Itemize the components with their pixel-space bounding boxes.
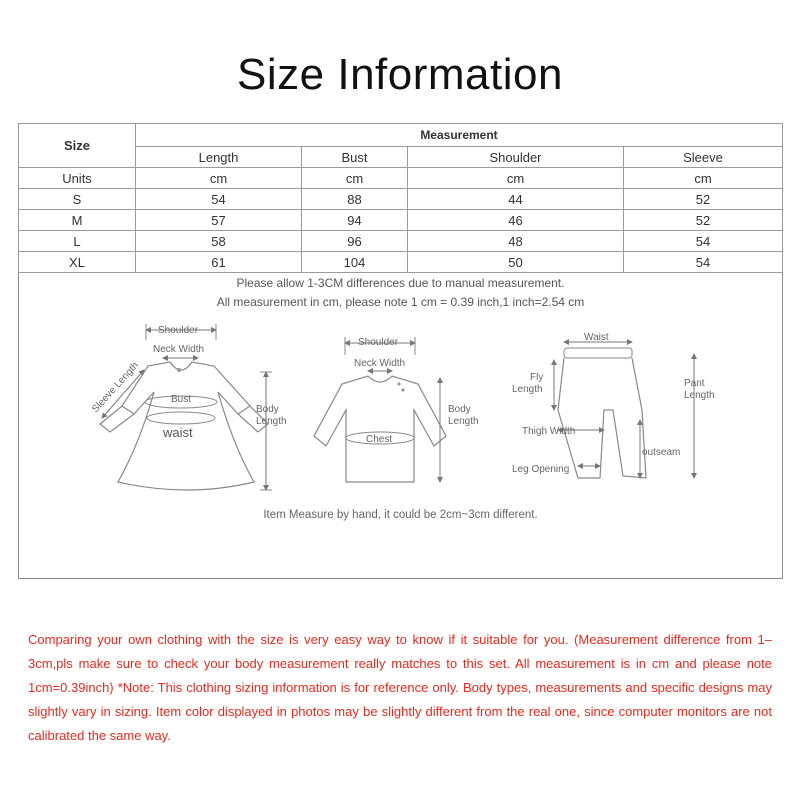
units-cell: cm <box>408 168 624 189</box>
size-label: S <box>19 189 136 210</box>
column-header-bust: Bust <box>302 147 408 168</box>
units-cell: cm <box>624 168 783 189</box>
pants-thigh-width-label: Thigh Width <box>522 426 576 437</box>
top-illustration <box>314 337 479 482</box>
table-cell: 50 <box>408 252 624 273</box>
size-label: M <box>19 210 136 231</box>
top-shoulder-label: Shoulder <box>358 337 399 348</box>
dress-body-length-label-2: Length <box>256 416 287 427</box>
table-cell: 88 <box>302 189 408 210</box>
table-cell: 94 <box>302 210 408 231</box>
units-row <box>19 168 783 189</box>
table-cell: 54 <box>624 252 783 273</box>
size-header: Size <box>19 124 136 168</box>
measurement-header: Measurement <box>136 124 783 147</box>
pants-outseam-label: outseam <box>642 447 681 458</box>
dress-body-length-label: Body <box>256 404 279 415</box>
table-cell: 52 <box>624 210 783 231</box>
measurement-diagram <box>18 310 783 505</box>
table-cell: 96 <box>302 231 408 252</box>
page-title: Size Information <box>237 50 563 99</box>
size-label: L <box>19 231 136 252</box>
dress-sleeve-length-label: Sleeve Length <box>90 360 142 416</box>
units-cell: cm <box>302 168 408 189</box>
dress-bust-label: Bust <box>171 394 192 405</box>
note-conversion: All measurement in cm, please note 1 cm = 0.39 inch,1 inch=2.54 cm <box>216 295 585 309</box>
size-table <box>18 123 783 273</box>
diagram-caption: Item Measure by hand, it could be 2cm~3cm different. <box>263 509 538 521</box>
note-differences: Please allow 1-3CM differences due to manual measurement. <box>236 276 565 290</box>
top-chest-label: Chest <box>366 434 393 445</box>
units-cell: cm <box>136 168 302 189</box>
table-cell: 58 <box>136 231 302 252</box>
table-cell: 52 <box>624 189 783 210</box>
dress-waist-label: waist <box>163 425 193 440</box>
pants-fly-length-label: Fly <box>530 372 544 383</box>
pants-pant-length-label-2: Length <box>684 390 715 401</box>
table-cell: 104 <box>302 252 408 273</box>
column-header-sleeve: Sleeve <box>624 147 783 168</box>
table-row <box>19 189 783 210</box>
table-cell: 54 <box>624 231 783 252</box>
table-cell: 48 <box>408 231 624 252</box>
pants-waist-label: Waist <box>584 332 609 343</box>
dress-neck-width-label: Neck Width <box>153 344 205 355</box>
table-row <box>19 231 783 252</box>
table-cell: 46 <box>408 210 624 231</box>
table-row <box>19 252 783 273</box>
dress-illustration <box>90 324 287 490</box>
table-cell: 44 <box>408 189 624 210</box>
top-body-length-label: Body <box>448 404 471 415</box>
dress-shoulder-label: Shoulder <box>158 325 199 336</box>
table-cell: 57 <box>136 210 302 231</box>
pants-pant-length-label: Pant <box>684 378 705 389</box>
table-cell: 54 <box>136 189 302 210</box>
pants-fly-length-label-2: Length <box>512 384 543 395</box>
column-header-length: Length <box>136 147 302 168</box>
table-cell: 61 <box>136 252 302 273</box>
units-label: Units <box>19 168 136 189</box>
pants-leg-opening-label: Leg Opening <box>512 464 570 475</box>
pants-illustration <box>512 332 715 478</box>
table-row <box>19 210 783 231</box>
top-neck-width-label: Neck Width <box>354 358 406 369</box>
column-header-shoulder: Shoulder <box>408 147 624 168</box>
disclaimer-text: Comparing your own clothing with the size is very easy way to know if it suitable for you. (Measurement difference from 1– 3cm,pls make sure to check your body measurement really matches to this set. All measurement is in cm and please note 1cm=0.39inch) *Note: This clothing sizing information is for reference only. Body types, measurements and specific designs may slightly vary in sizing. Item color displayed in photos may be slightly different from the real one, since computer monitors are not calibrated the same way. <box>28 632 772 743</box>
size-label: XL <box>19 252 136 273</box>
top-body-length-label-2: Length <box>448 416 479 427</box>
